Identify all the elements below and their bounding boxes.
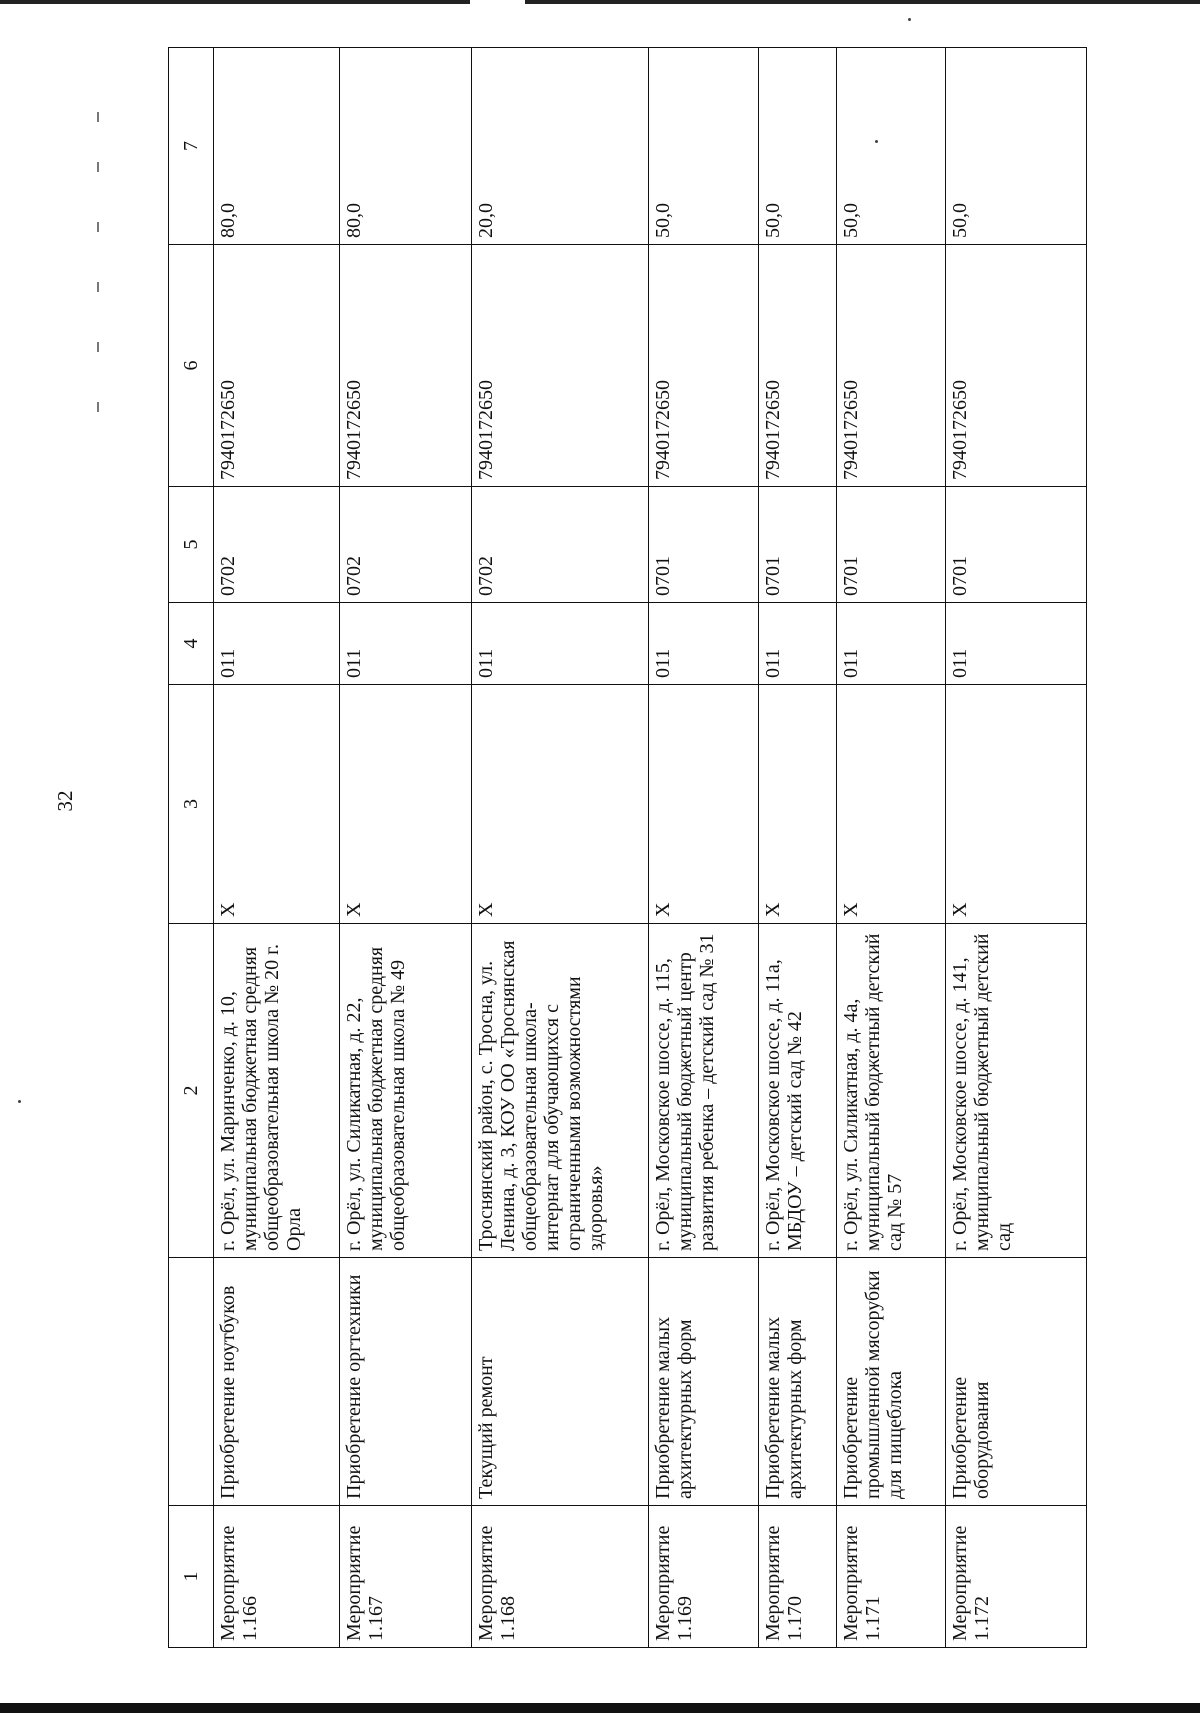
measure-name: Приобретение малых архитектурных форм <box>759 1258 837 1506</box>
measure-address: г. Орёл, Московское шоссе, д. 11а, МБДОУ – детский сад № 42 <box>759 924 837 1258</box>
rotated-page-content <box>168 48 1086 1648</box>
scan-artifact <box>908 18 911 21</box>
cell-col4: 011 <box>759 603 837 685</box>
cell-col6: 7940172650 <box>837 245 946 487</box>
cell-col4: 011 <box>472 603 649 685</box>
cell-col7: 80,0 <box>340 48 472 245</box>
measure-code: Мероприятие 1.168 <box>472 1506 649 1648</box>
cell-col3: X <box>946 685 1087 924</box>
cell-col5: 0702 <box>472 487 649 603</box>
cell-col4: 011 <box>946 603 1087 685</box>
table-row <box>946 48 1087 1648</box>
cell-col6: 7940172650 <box>340 245 472 487</box>
cell-col6: 7940172650 <box>649 245 759 487</box>
measure-name: Приобретение оборудования <box>946 1258 1087 1506</box>
cell-col4: 011 <box>340 603 472 685</box>
measure-name: Приобретение промышленной мясорубки для пищеблока <box>837 1258 946 1506</box>
measure-address: г. Орёл, ул. Силикатная, д. 4а, муниципальный бюджетный детский сад № 57 <box>837 924 946 1258</box>
measure-address: г. Орёл, Московское шоссе, д. 115, муниципальный бюджетный центр развития ребенка – детский сад № 31 <box>649 924 759 1258</box>
cell-col6: 7940172650 <box>472 245 649 487</box>
header-cell: 5 <box>169 487 214 603</box>
header-cell: 7 <box>169 48 214 245</box>
header-cell <box>169 1258 214 1506</box>
cell-col7: 20,0 <box>472 48 649 245</box>
cell-col6: 7940172650 <box>214 245 340 487</box>
cell-col5: 0702 <box>214 487 340 603</box>
cell-col6: 7940172650 <box>759 245 837 487</box>
cell-col3: X <box>472 685 649 924</box>
cell-col5: 0701 <box>649 487 759 603</box>
measure-address: г. Орёл, ул. Силикатная, д. 22, муниципальная бюджетная средняя общеобразовательная школа № 49 <box>340 924 472 1258</box>
cell-col3: X <box>837 685 946 924</box>
scan-artifact <box>97 112 99 122</box>
cell-col7: 50,0 <box>946 48 1087 245</box>
page-number: 32 <box>53 790 77 812</box>
measure-address: г. Орёл, Московское шоссе, д. 141, муниципальный бюджетный детский сад <box>946 924 1087 1258</box>
cell-col3: X <box>649 685 759 924</box>
cell-col7: 50,0 <box>759 48 837 245</box>
scan-top-edge-right <box>525 0 1200 4</box>
cell-col5: 0701 <box>946 487 1087 603</box>
scan-artifact <box>97 342 99 352</box>
header-cell: 1 <box>169 1506 214 1648</box>
measure-address: Троснянский район, с. Тросна, ул. Ленина, д. 3, КОУ ОО «Троснянская общеобразовательная школа-интернат для обучающихся с ограниченными возможностями здоровья» <box>472 924 649 1258</box>
scan-top-edge-left <box>0 0 470 4</box>
measure-code: Мероприятие 1.167 <box>340 1506 472 1648</box>
scan-artifact <box>97 222 99 232</box>
table-row <box>837 48 946 1648</box>
table-header-row <box>169 48 214 1648</box>
header-cell: 4 <box>169 603 214 685</box>
measures-table <box>168 47 1087 1648</box>
scan-bottom-edge <box>0 1703 1200 1713</box>
cell-col3: X <box>759 685 837 924</box>
header-cell: 2 <box>169 924 214 1258</box>
measure-address: г. Орёл, ул. Маринченко, д. 10, муниципальная бюджетная средняя общеобразовательная школа № 20 г. Орла <box>214 924 340 1258</box>
header-cell: 6 <box>169 245 214 487</box>
table-row <box>649 48 759 1648</box>
cell-col7: 50,0 <box>837 48 946 245</box>
cell-col4: 011 <box>837 603 946 685</box>
cell-col5: 0701 <box>837 487 946 603</box>
scan-artifact <box>97 282 99 292</box>
table-row <box>472 48 649 1648</box>
cell-col4: 011 <box>649 603 759 685</box>
measure-name: Приобретение оргтехники <box>340 1258 472 1506</box>
measure-name: Приобретение ноутбуков <box>214 1258 340 1506</box>
cell-col5: 0702 <box>340 487 472 603</box>
table-row <box>340 48 472 1648</box>
measure-name: Приобретение малых архитектурных форм <box>649 1258 759 1506</box>
cell-col3: X <box>214 685 340 924</box>
table-row <box>759 48 837 1648</box>
cell-col3: X <box>340 685 472 924</box>
measure-name: Текущий ремонт <box>472 1258 649 1506</box>
scan-artifact <box>97 402 99 412</box>
measure-code: Мероприятие 1.169 <box>649 1506 759 1648</box>
cell-col5: 0701 <box>759 487 837 603</box>
cell-col7: 50,0 <box>649 48 759 245</box>
scan-artifact <box>97 162 99 172</box>
header-cell: 3 <box>169 685 214 924</box>
cell-col4: 011 <box>214 603 340 685</box>
measure-code: Мероприятие 1.166 <box>214 1506 340 1648</box>
cell-col6: 7940172650 <box>946 245 1087 487</box>
measure-code: Мероприятие 1.172 <box>946 1506 1087 1648</box>
measure-code: Мероприятие 1.171 <box>837 1506 946 1648</box>
scan-artifact <box>18 1100 21 1103</box>
cell-col7: 80,0 <box>214 48 340 245</box>
table-row <box>214 48 340 1648</box>
measure-code: Мероприятие 1.170 <box>759 1506 837 1648</box>
